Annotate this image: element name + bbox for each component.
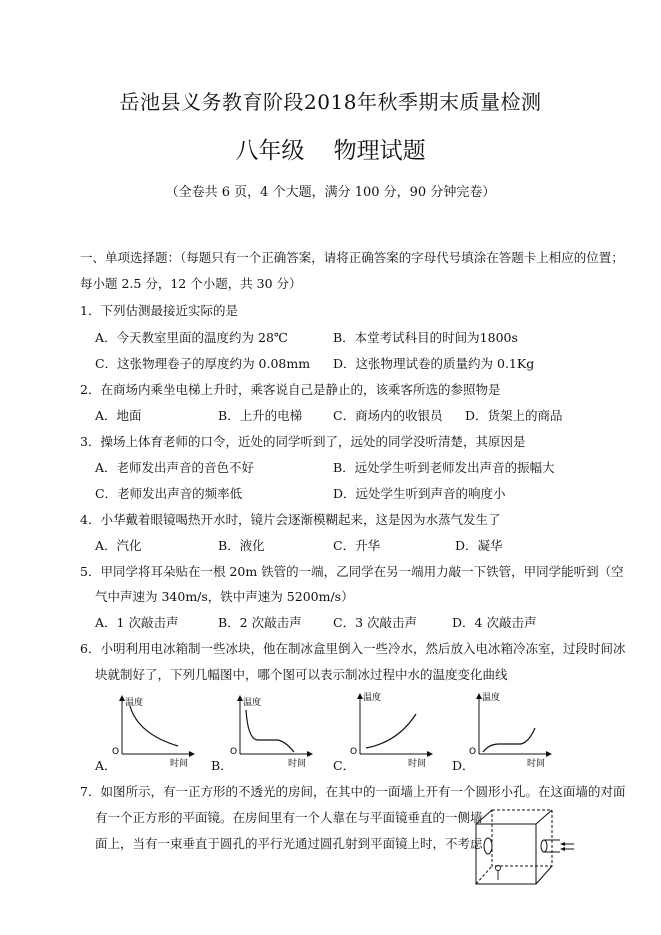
q3-option-d: D．远处学生听到声音的响度小 (333, 486, 506, 501)
graph-x-label: 时间 (527, 759, 546, 768)
q4-option-b: B．液化 (218, 538, 265, 553)
q2-option-b: B．上升的电梯 (218, 408, 303, 423)
q5-option-d: D．4 次敲击声 (452, 615, 537, 630)
graph-origin: O (350, 747, 358, 757)
question-3-stem: 3．操场上体育老师的口令，近处的同学听到了，远处的同学没听清楚，其原因是 (80, 434, 526, 449)
x-arrow-icon (546, 751, 552, 757)
q5-option-b: B．2 次敲击声 (218, 615, 302, 630)
temp-curve (246, 710, 294, 752)
graph-origin: O (469, 747, 477, 757)
q6-option-b: B． (211, 758, 233, 773)
q6-option-c: C． (333, 758, 356, 773)
q1-option-d: D．这张物理试卷的质量约为 0.1Kg (333, 356, 535, 371)
q6-option-d: D． (452, 758, 475, 773)
temp-curve (130, 706, 178, 746)
q6-graph-a (108, 692, 198, 768)
graph-y-label: 温度 (363, 693, 382, 703)
q1-option-c: C．这张物理卷子的厚度约为 0.08mm (95, 356, 311, 371)
question-7-stem: 7．如图所示，有一正方形的不透光的房间，在其中的一面墙上开有一个圆形小孔。在这面墙的对面 (80, 784, 626, 799)
graph-origin: O (230, 747, 238, 757)
arrow-icon (560, 847, 565, 851)
exam-note: （全卷共 6 页，4 个大题，满分 100 分，90 分钟完卷） (165, 185, 496, 200)
q3-option-b: B．远处学生听到老师发出声音的振幅大 (333, 460, 555, 475)
question-5-stem: 5．甲同学将耳朵贴在一根 20m 铁管的一端，乙同学在另一端用力敲一下铁管，甲同学能听到（空 (80, 564, 624, 579)
q2-option-a: A．地面 (95, 408, 142, 423)
graph-x-label: 时间 (170, 759, 189, 768)
question-4-stem: 4．小华戴着眼镜喝热开水时，镜片会逐渐模糊起来，这是因为水蒸气发生了 (80, 512, 501, 527)
graph-x-label: 时间 (288, 759, 307, 768)
exam-subtitle: 八年级 物理试题 (235, 138, 426, 164)
question-7-stem-cont2: 面上，当有一束垂直于圆孔的平行光通过圆孔射到平面镜上时，不考虑 (95, 836, 483, 851)
room-edge (476, 810, 492, 824)
q1-option-a: A．今天教室里面的温度约为 28℃ (95, 330, 288, 345)
q5-option-c: C．3 次敲击声 (333, 615, 417, 630)
graph-y-label: 温度 (125, 698, 144, 708)
question-6-stem-cont: 块就制好了，下列几幅图中，哪个图可以表示制冰过程中水的温度变化曲线 (95, 667, 508, 682)
room-edge (536, 866, 552, 884)
question-6-stem: 6．小明利用电冰箱制一些冰块，他在制冰盒里倒入一些冷水，然后放入电冰箱冷冻室，过段时间冰 (80, 641, 626, 656)
section-heading: 一、单项选择题：（每题只有一个正确答案，请将正确答案的字母代号填涂在答题卡上相应的位置； (80, 250, 624, 265)
q5-option-a: A．1 次敲击声 (95, 615, 179, 630)
graph-x-label: 时间 (408, 759, 427, 768)
mirror-icon (484, 838, 492, 854)
temp-curve (483, 728, 535, 752)
q6-option-a: A． (95, 758, 117, 773)
section-heading-cont: 每小题 2.5 分，12 个小题，共 30 分） (80, 276, 302, 291)
q2-option-c: C．商场内的收银员 (333, 408, 443, 423)
q3-option-a: A．老师发出声音的音色不好 (95, 460, 255, 475)
room-edge (536, 810, 552, 824)
q6-graph-d (465, 688, 555, 768)
question-7-stem-cont: 有一个正方形的平面镜。在房间里有一个人靠在与平面镜垂直的一侧墙 (95, 810, 483, 825)
q3-option-c: C．老师发出声音的频率低 (95, 486, 243, 501)
room-front-face (476, 824, 536, 884)
question-2-stem: 2．在商场内乘坐电梯上升时，乘客说自己是静止的，该乘客所选的参照物是 (80, 382, 501, 397)
x-arrow-icon (307, 751, 313, 757)
temp-curve (366, 714, 416, 748)
q6-graph-b (226, 692, 316, 768)
x-arrow-icon (427, 751, 433, 757)
graph-origin: O (112, 747, 120, 757)
q1-option-b: B．本堂考试科目的时间为1800s (333, 330, 518, 345)
exam-title: 岳池县义务教育阶段2018年秋季期末质量检测 (119, 90, 542, 114)
question-1-stem: 1．下列估测最接近实际的是 (80, 303, 238, 318)
graph-y-label: 温度 (482, 693, 501, 703)
q4-option-c: C．升华 (333, 538, 381, 553)
arrow-icon (560, 842, 565, 846)
x-arrow-icon (189, 751, 195, 757)
graph-y-label: 温度 (243, 698, 262, 708)
q6-graph-c (346, 688, 436, 768)
q4-option-d: D．凝华 (455, 538, 503, 553)
q2-option-d: D．货架上的商品 (465, 408, 563, 423)
q7-room-diagram (470, 804, 580, 888)
hole-icon (541, 840, 547, 852)
room-edge (476, 866, 492, 884)
q4-option-a: A．汽化 (95, 538, 142, 553)
question-5-stem-cont: 气中声速为 340m/s，铁中声速为 5200m/s） (95, 589, 354, 604)
